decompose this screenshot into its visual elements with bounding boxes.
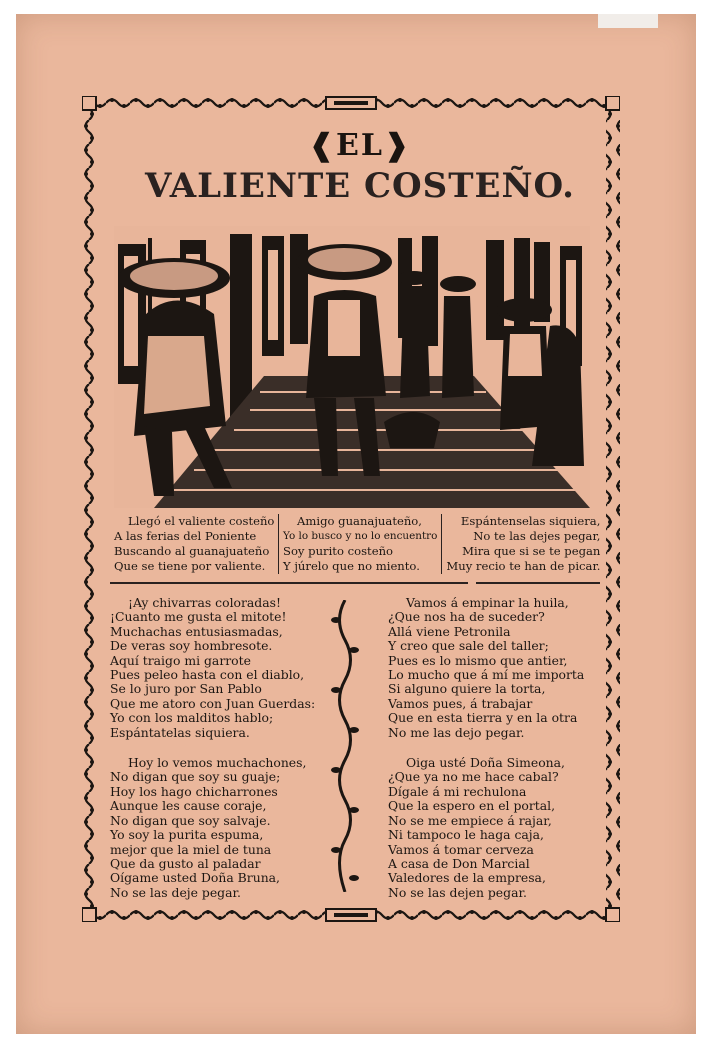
woodcut-illustration [114,226,590,508]
verse-line: Pues es lo mismo que antier, [388,652,568,668]
verse-line: Yo lo busco y no lo encuentro [283,530,438,542]
verse-line: Amigo guanajuateño, [297,514,422,528]
verse-line: No digan que soy su guaje; [110,769,281,785]
intro-stanza-2 [278,514,442,574]
verse-line: No me las dejo pegar. [388,724,525,740]
title-main: VALIENTE COSTEÑO. [145,166,575,206]
verse-line: Muchachas entusiasmadas, [110,623,283,639]
verse-line: Lo mucho que á mí me importa [388,667,585,683]
right-verse-column [388,596,584,900]
verse-line: No se las deje pegar. [110,884,241,900]
verse-line: Vamos pues, á trabajar [388,695,533,711]
verse-line: Que se tiene por valiente. [114,559,266,573]
verse-line: No te las dejes pegar, [473,529,601,543]
verse-line: Que da gusto al paladar [110,855,261,871]
stanza-gap [110,740,315,756]
verse-line: Aunque les cause coraje, [110,798,267,814]
stanza-gap [388,740,584,756]
title-el [0,128,720,163]
verse-line: ¿Que nos ha de suceder? [388,609,545,625]
vine-ornament [330,600,360,892]
verse-line: Hoy los hago chicharrones [110,783,278,799]
verse-line: Hoy lo vemos muchachones, [128,755,307,771]
verse-line: Soy purito costeño [283,544,394,558]
verse-line: Allá viene Petronila [388,623,511,639]
verse-line: Espántenselas siquiera, [460,514,601,528]
verse-line: Vamos á empinar la huila, [406,595,569,610]
paper-tear [598,14,658,28]
divider-rule-left [110,582,468,584]
intro-stanza-3 [442,514,604,574]
verse-line: Buscando al guanajuateño [114,544,270,558]
verse-line: Que me atoro con Juan Guerdas: [110,695,316,711]
divider-rule-right [476,582,600,584]
verse-line: Pues peleo hasta con el diablo, [110,667,305,683]
title-ornament-left: ❰ [308,128,337,163]
intro-stanza-1 [110,514,278,574]
verse-line: A casa de Don Marcial [388,855,530,871]
verse-line: Oiga usté Doña Simeona, [406,755,565,771]
verse-line: Yo soy la purita espuma, [110,827,264,843]
verse-line: Muy recio te han de picar. [446,559,601,573]
verse-line: Ni tampoco le haga caja, [388,827,544,843]
verse-line: Valedores de la empresa, [388,870,546,886]
verse-line: No digan que soy salvaje. [110,812,271,828]
verse-line: ¡Cuanto me gusta el mitote! [110,609,287,625]
verse-line: mejor que la miel de tuna [110,841,272,857]
verse-line: Y júrelo que no miento. [283,559,420,573]
verse-line: Aquí traigo mi garrote [110,652,251,668]
verse-line: Se lo juro por San Pablo [110,681,262,697]
verse-line: No se me empiece á rajar, [388,812,552,828]
verse-line: ¡Ay chivarras coloradas! [128,595,281,610]
verse-line: Yo con los malditos hablo; [110,710,274,726]
verse-line: Mira que si se te pegan [462,544,601,558]
verse-line: ¿Que ya no me hace cabal? [388,769,559,785]
verse-line: Que en esta tierra y en la otra [388,710,578,726]
title-line1: EL [336,128,384,163]
title-ornament-right: ❱ [383,128,412,163]
verse-line: Espántatelas siquiera. [110,724,250,740]
left-verse-column [110,596,315,900]
verse-line: A las ferias del Poniente [114,529,257,543]
verse-line: Llegó el valiente costeño [128,514,275,528]
verse-line: No se las dejen pegar. [388,884,527,900]
verse-line: Que la espero en el portal, [388,798,556,814]
verse-line: De veras soy hombresote. [110,638,273,654]
verse-line: Dígale á mi rechulona [388,783,527,799]
verse-line: Si alguno quiere la torta, [388,681,546,697]
verse-line: Vamos á tomar cerveza [388,841,534,857]
verse-line: Y creo que sale del taller; [388,638,549,654]
verse-line: Oígame usted Doña Bruna, [110,870,280,886]
intro-stanzas [110,514,600,574]
